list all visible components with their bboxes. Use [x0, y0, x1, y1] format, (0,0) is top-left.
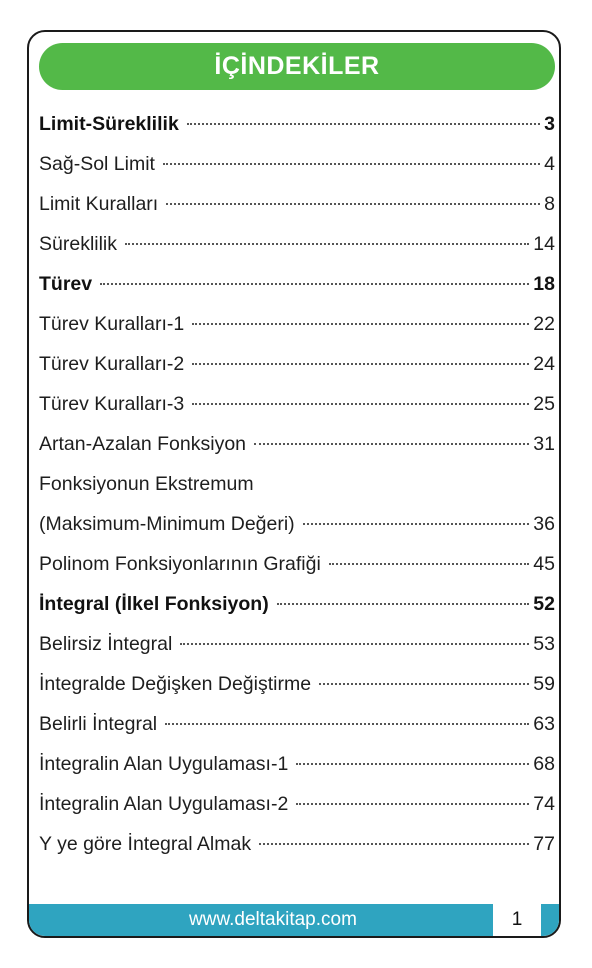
toc-entry-label: Fonksiyonun Ekstremum: [39, 473, 254, 495]
toc-entry-label: Belirli İntegral: [39, 713, 158, 735]
toc-entry-label: Türev Kuralları-3: [39, 393, 185, 415]
toc-entry-label: İntegralde Değişken Değiştirme: [39, 673, 312, 695]
dot-leader: [259, 843, 529, 845]
dot-leader: [125, 243, 529, 245]
dot-leader: [192, 403, 529, 405]
toc-entry-page: 52: [533, 593, 555, 615]
toc-entry-page: 59: [533, 673, 555, 695]
dot-leader: [277, 603, 530, 605]
dot-leader: [254, 443, 529, 445]
footer-url: www.deltakitap.com: [189, 909, 357, 930]
footer-bar: [29, 904, 559, 936]
toc-entry-label: Y ye göre İntegral Almak: [39, 833, 252, 855]
toc-entry-page: 53: [533, 633, 555, 655]
toc-entry: [39, 824, 555, 864]
page-number-box: [493, 904, 541, 936]
toc-entry-page: 77: [533, 833, 555, 855]
toc-entry-page: 31: [533, 433, 555, 455]
toc-entry-page: 74: [533, 793, 555, 815]
toc-entry-page: 22: [533, 313, 555, 335]
toc-entry-label: (Maksimum-Minimum Değeri): [39, 513, 295, 535]
toc-entry-label: Belirsiz İntegral: [39, 633, 173, 655]
toc-entry: [39, 424, 555, 464]
toc-entry: [39, 304, 555, 344]
toc-entry-page: 63: [533, 713, 555, 735]
dot-leader: [163, 163, 540, 165]
toc-entry: [39, 664, 555, 704]
title-banner: [39, 43, 555, 90]
toc-entry-page: 24: [533, 353, 555, 375]
toc-entry-label: Limit Kuralları: [39, 193, 159, 215]
dot-leader: [192, 363, 529, 365]
toc-entry: [39, 504, 555, 544]
toc-entry: [39, 384, 555, 424]
dot-leader: [165, 723, 529, 725]
toc-entry-page: 25: [533, 393, 555, 415]
toc-entry-label: Süreklilik: [39, 233, 118, 255]
toc-entry: [39, 744, 555, 784]
toc-entry: [39, 544, 555, 584]
toc-entry-page: 45: [533, 553, 555, 575]
toc-entry: [39, 784, 555, 824]
toc-entry: [39, 344, 555, 384]
toc-entry-page: 4: [544, 153, 555, 175]
toc-entry-label: Türev: [39, 273, 93, 295]
dot-leader: [166, 203, 540, 205]
dot-leader: [192, 323, 529, 325]
dot-leader: [329, 563, 530, 565]
toc-entry-label: Polinom Fonksiyonlarının Grafiği: [39, 553, 321, 575]
toc-entry-page: 36: [533, 513, 555, 535]
toc-entry: [39, 704, 555, 744]
toc-entry-label: İntegral (İlkel Fonksiyon): [39, 593, 269, 615]
page-number: 1: [511, 909, 523, 930]
dot-leader: [319, 683, 529, 685]
toc-entry-label: Türev Kuralları-1: [39, 313, 185, 335]
toc-entry: [39, 184, 555, 224]
toc-entry-label: Artan-Azalan Fonksiyon: [39, 433, 247, 455]
toc-entry-label: Sağ-Sol Limit: [39, 153, 155, 175]
toc-entry: [39, 624, 555, 664]
toc-entry-page: 68: [533, 753, 555, 775]
toc-entry-page: 3: [544, 113, 555, 135]
toc-entry: [39, 224, 555, 264]
toc-entry-page: 18: [533, 273, 555, 295]
toc-entry: [39, 264, 555, 304]
toc-entry-page: 14: [533, 233, 555, 255]
toc-entry-label: İntegralin Alan Uygulaması-1: [39, 753, 289, 775]
toc-entry: [39, 104, 555, 144]
toc-entry: [39, 464, 555, 504]
dot-leader: [296, 763, 529, 765]
page-frame: [27, 30, 561, 938]
dot-leader: [180, 643, 529, 645]
toc-entry: [39, 144, 555, 184]
page-title: İÇİNDEKİLER: [214, 52, 380, 80]
dot-leader: [187, 123, 540, 125]
toc-entry-label: İntegralin Alan Uygulaması-2: [39, 793, 289, 815]
toc-entry-label: Limit-Süreklilik: [39, 113, 179, 135]
toc-entry-page: 8: [544, 193, 555, 215]
toc-entry-label: Türev Kuralları-2: [39, 353, 185, 375]
table-of-contents: [39, 104, 555, 864]
dot-leader: [100, 283, 529, 285]
dot-leader: [296, 803, 529, 805]
dot-leader: [303, 523, 530, 525]
toc-entry: [39, 584, 555, 624]
